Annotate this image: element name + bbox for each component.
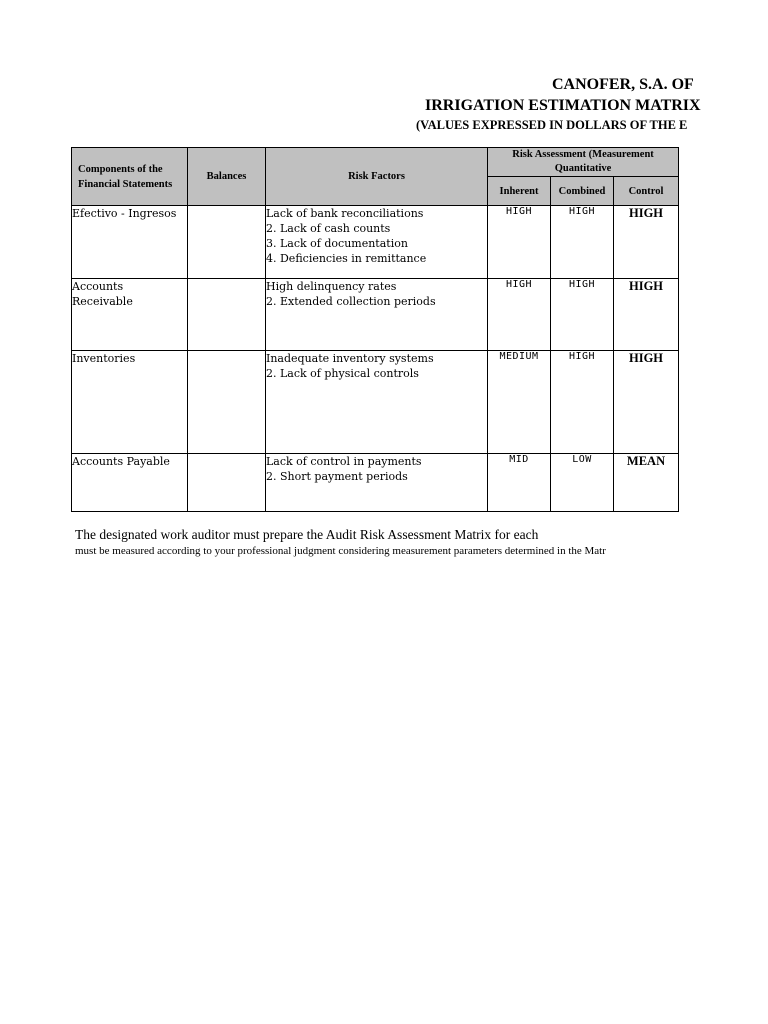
footnote-instruction: The designated work auditor must prepare the Audit Risk Assessment Matrix for each [75,527,539,542]
risk-factors-cell [266,454,488,512]
table-row [72,351,679,454]
control-risk-cell: MEAN [614,454,679,512]
balance-cell [188,206,266,279]
control-risk-cell: HIGH [614,206,679,279]
control-risk-cell: HIGH [614,279,679,351]
column-header-inherent: Inherent [488,177,551,206]
table-header-row [72,148,679,177]
company-name: CANOFER, S.A. OF [552,76,694,93]
risk-factor: 2. Lack of physical controls [266,367,419,380]
column-header-balances: Balances [188,148,266,206]
balance-cell [188,454,266,512]
risk-factor: High delinquency rates [266,280,397,293]
risk-factor: 3. Lack of documentation [266,237,408,250]
inherent-risk-cell: HIGH [488,279,551,351]
footnote-measurement: must be measured according to your professional judgment considering measurement parameters determined in the Matr [75,545,606,557]
component-cell: Accounts Receivable [72,279,188,351]
table-row [72,454,679,512]
component-cell: Accounts Payable [72,454,188,512]
risk-factor: 2. Extended collection periods [266,295,436,308]
combined-risk-cell: HIGH [551,206,614,279]
risk-factors-cell [266,351,488,454]
column-header-risk-assessment: Risk Assessment (Measurement Quantitative [488,148,679,177]
risk-factors-cell [266,279,488,351]
combined-risk-cell: LOW [551,454,614,512]
column-header-control: Control [614,177,679,206]
inherent-risk-cell: HIGH [488,206,551,279]
column-header-risk-factors: Risk Factors [266,148,488,206]
control-risk-cell: HIGH [614,351,679,454]
risk-matrix-table [71,147,679,512]
balance-cell [188,279,266,351]
table-row [72,279,679,351]
document-subtitle: (VALUES EXPRESSED IN DOLLARS OF THE E [416,118,688,132]
column-header-components: Components of the Financial Statements [72,148,188,206]
risk-factor: 4. Deficiencies in remittance [266,252,427,265]
component-cell: Efectivo - Ingresos [72,206,188,279]
combined-risk-cell: HIGH [551,279,614,351]
column-header-combined: Combined [551,177,614,206]
risk-factor: 2. Lack of cash counts [266,222,391,235]
risk-factor: 2. Short payment periods [266,470,408,483]
document-title: IRRIGATION ESTIMATION MATRIX [425,97,701,114]
inherent-risk-cell: MEDIUM [488,351,551,454]
combined-risk-cell: HIGH [551,351,614,454]
balance-cell [188,351,266,454]
component-cell: Inventories [72,351,188,454]
table-row [72,206,679,279]
risk-factor: Lack of bank reconciliations [266,207,424,220]
risk-factor: Inadequate inventory systems [266,352,434,365]
risk-factors-cell [266,206,488,279]
risk-factor: Lack of control in payments [266,455,422,468]
inherent-risk-cell: MID [488,454,551,512]
